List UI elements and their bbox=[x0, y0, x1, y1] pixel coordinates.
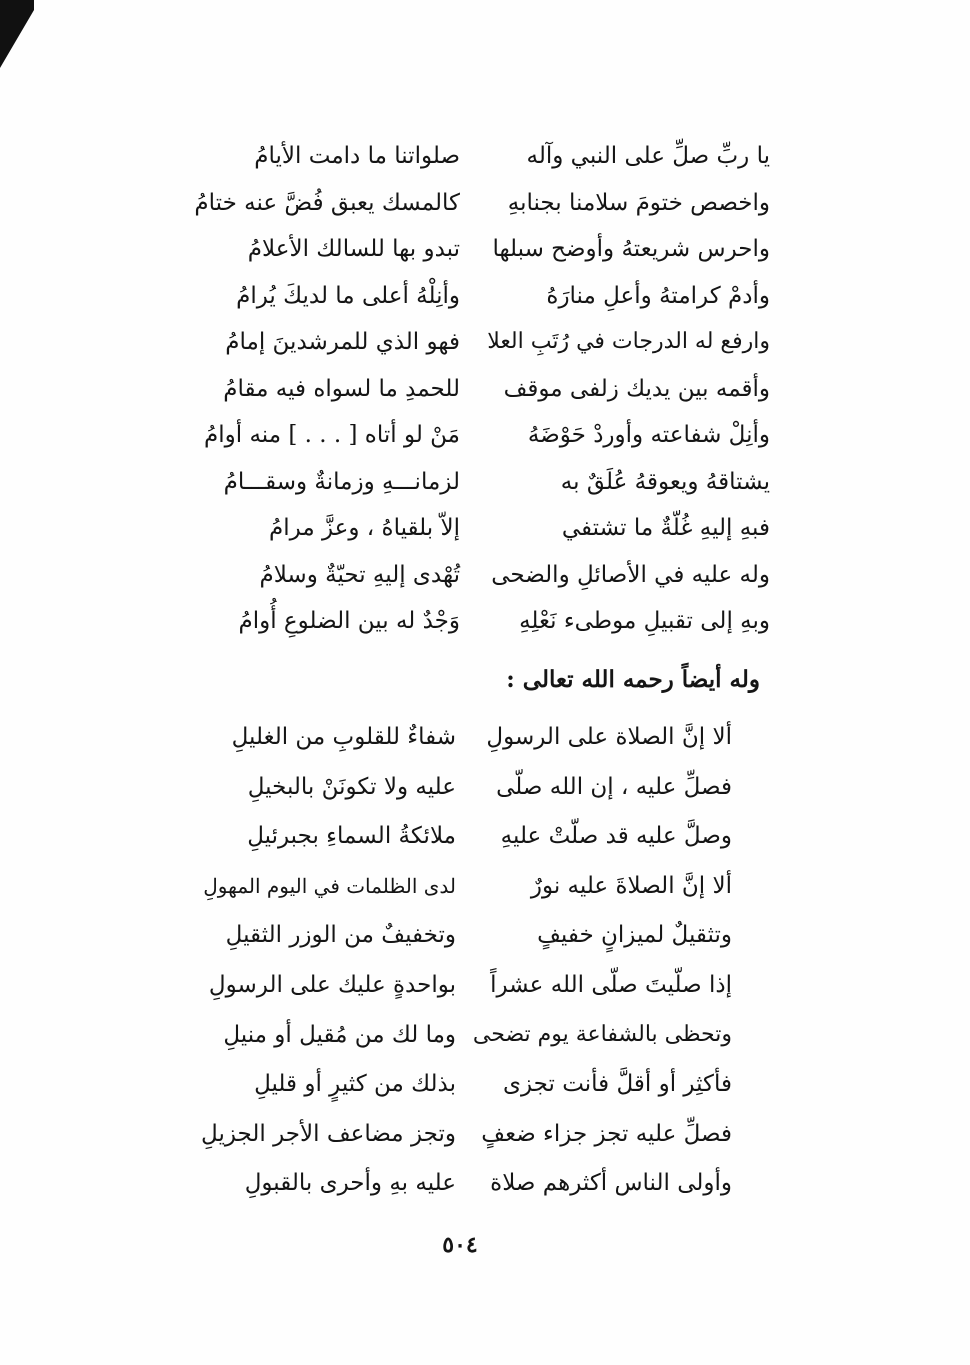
verse-second-hemistich: عليه بهِ وأحرى بالقبولِ bbox=[244, 1170, 456, 1197]
verse-second-hemistich: وأنِلْهُ أعلى ما لديكَ يُرامُ bbox=[236, 282, 460, 309]
verse-second-hemistich: وَجْدٌ له بين الضلوعِ أُوامُ bbox=[238, 608, 460, 634]
verse-first-hemistich: وأدمْ كرامتهُ وأعلِ منارَهُ bbox=[546, 282, 770, 309]
verse-first-hemistich: فصلِّ عليه تجز جزاء ضعفٍ bbox=[481, 1120, 732, 1147]
verse-first-hemistich: فبهِ إليهِ غُلّةٌ ما تشتفي bbox=[561, 515, 770, 541]
verse-second-hemistich: مَنْ لو أتاه [ . . . ] منه أوامُ bbox=[204, 422, 460, 448]
verse-first-hemistich: وأنِلْ شفاعته وأوردْ حَوْضَهُ bbox=[527, 422, 770, 448]
verse-second-hemistich: صلواتنا ما دامت الأيامُ bbox=[254, 143, 460, 169]
verse-first-hemistich: ألا إنَّ الصلاة على الرسولِ bbox=[486, 724, 732, 750]
page-number: ٥٠٤ bbox=[442, 1232, 478, 1258]
verse-first-hemistich: يا ربِّ صلِّ على النبي وآله bbox=[526, 143, 770, 169]
verse-first-hemistich: فصلِّ عليه ، إن الله صلّى bbox=[496, 773, 732, 800]
verse-first-hemistich: وأقمه بين يديك زلفى موقف bbox=[503, 375, 770, 402]
verse-second-hemistich: إلاّ بلقياهُ ، وعزَّ مرامُ bbox=[269, 515, 460, 541]
verse-first-hemistich: وتثقيلٌ لميزانٍ خفيفٍ bbox=[537, 922, 732, 949]
verse-first-hemistich: إذا صلّيتَ صلّى الله عشراً bbox=[490, 972, 732, 998]
verse-first-hemistich: وبهِ إلى تقبيلِ موطىء نَعْلِهِ bbox=[519, 608, 770, 634]
verse-second-hemistich: لزمانـــهِ وزمانةٌ وسقـــامُ bbox=[223, 468, 460, 495]
verse-second-hemistich: تبدو بها للسالك الأعلامُ bbox=[247, 236, 460, 262]
verse-first-hemistich: وتحظى بالشفاعة يوم تضحى bbox=[472, 1021, 732, 1047]
verse-first-hemistich: واخصص ختومَ سلامنا بجنابهِ bbox=[507, 189, 770, 216]
verse-first-hemistich: ألا إنَّ الصلاةَ عليه نورٌ bbox=[530, 872, 732, 899]
verse-second-hemistich: ملائكةُ السماءِ بجبرئيلِ bbox=[247, 823, 456, 850]
verse-first-hemistich: واحرس شريعتهُ وأوضح سبلها bbox=[492, 236, 770, 262]
verse-second-hemistich: عليه ولا تكونَنْ بالبخيلِ bbox=[247, 773, 456, 800]
verse-second-hemistich: للحمدِ ما لسواه فيه مقامُ bbox=[223, 375, 460, 402]
verse-second-hemistich: لدى الظلمات في اليوم المهولِ bbox=[203, 873, 456, 898]
verse-second-hemistich: فهو الذي للمرشدينَ إمامُ bbox=[225, 329, 460, 355]
verse-first-hemistich: وله عليه في الأصائلِ والضحى bbox=[491, 561, 770, 588]
verse-second-hemistich: وتجز مضاعف الأجر الجزيلِ bbox=[201, 1120, 456, 1147]
verse-second-hemistich: وما لك من مُقيل أو منيلِ bbox=[223, 1021, 456, 1048]
poem-intro-line: وله أيضاً رحمه الله تعالى : bbox=[506, 666, 760, 693]
verse-first-hemistich: وأولى الناس أكثرهم صلاة bbox=[490, 1170, 732, 1197]
verse-second-hemistich: بواحدةٍ عليك على الرسولِ bbox=[208, 972, 456, 998]
verse-first-hemistich: وصلَّ عليه قد صلّتْ عليهِ bbox=[500, 823, 732, 850]
verse-second-hemistich: شفاءٌ للقلوبِ من الغليلِ bbox=[231, 724, 456, 750]
verse-second-hemistich: تُهْدى إليهِ تحيّةٌ وسلامُ bbox=[259, 561, 460, 588]
verse-first-hemistich: فأكثِر أو أقلَّ فأنت تجزى bbox=[502, 1071, 732, 1098]
verse-first-hemistich: يشتاقهُ ويعوقهُ عُلَقٌ به bbox=[560, 468, 770, 495]
verse-second-hemistich: بذلك من كثيرٍ أو قليلِ bbox=[254, 1071, 456, 1098]
verse-first-hemistich: وارفع له الدرجات في رُتَبِ العلا bbox=[487, 329, 770, 354]
verse-second-hemistich: كالمسك يعبق فُضَّ عنه ختامُ bbox=[194, 189, 460, 216]
verse-second-hemistich: وتخفيفٌ من الوزر الثقيلِ bbox=[225, 922, 456, 949]
page-corner-mark bbox=[0, 0, 40, 70]
